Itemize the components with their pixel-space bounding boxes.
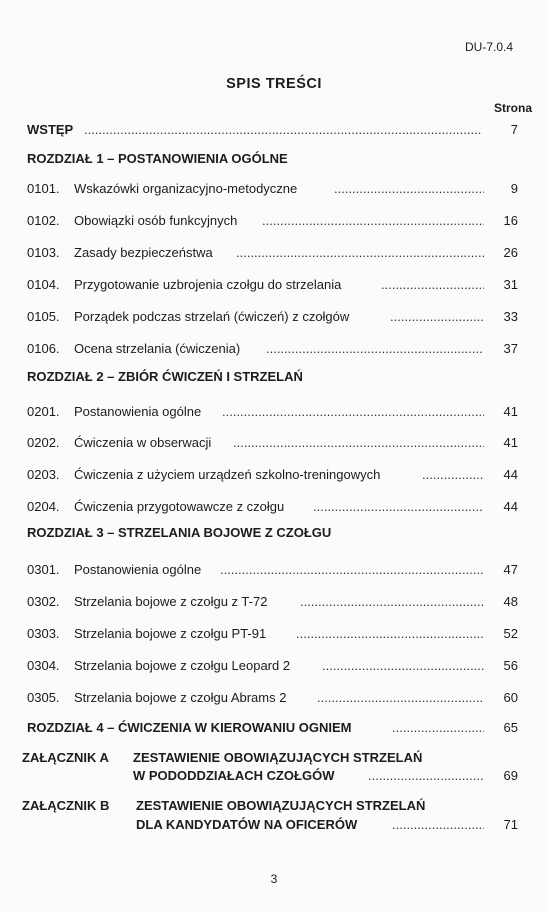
toc-entry-label: Przygotowanie uzbrojenia czołgu do strzelania [74, 277, 342, 292]
annex-title-line1: ZESTAWIENIE OBOWIĄZUJĄCYCH STRZELAŃ [133, 750, 423, 765]
leader-dots [422, 466, 484, 484]
leader-dots [334, 180, 484, 198]
toc-entry-chapter-4[interactable] [0, 719, 548, 737]
leader-dots [222, 403, 484, 421]
leader-dots [236, 244, 484, 262]
chapter-heading[interactable]: ROZDZIAŁ 3 – STRZELANIA BOJOWE Z CZOŁGU [27, 525, 332, 540]
toc-entry-label: Postanowienia ogólne [74, 562, 202, 577]
leader-dots [313, 498, 484, 516]
toc-entry-label: Ocena strzelania (ćwiczenia) [74, 341, 241, 356]
toc-entry-number: 0303. [27, 626, 60, 641]
annex-title-line1: ZESTAWIENIE OBOWIĄZUJĄCYCH STRZELAŃ [136, 798, 426, 813]
toc-entry-page: 44 [503, 499, 518, 514]
leader-dots [84, 121, 482, 139]
leader-dots [296, 625, 484, 643]
toc-entry-page: 69 [503, 768, 518, 783]
toc-entry-number: 0104. [27, 277, 60, 292]
toc-entry-label: Ćwiczenia z użyciem urządzeń szkolno-treningowych [74, 467, 381, 482]
toc-entry-number: 0203. [27, 467, 60, 482]
toc-entry[interactable] [0, 434, 548, 452]
toc-entry-number: 0301. [27, 562, 60, 577]
leader-dots [233, 434, 484, 452]
annex-label: ZAŁĄCZNIK A [22, 750, 109, 765]
leader-dots [392, 816, 484, 834]
toc-entry-page: 71 [503, 817, 518, 832]
toc-entry-page: 9 [510, 181, 518, 196]
toc-entry-page: 65 [503, 720, 518, 735]
toc-entry-label: Porządek podczas strzelań (ćwiczeń) z czołgów [74, 309, 350, 324]
chapter-heading[interactable]: ROZDZIAŁ 2 – ZBIÓR ĆWICZEŃ I STRZELAŃ [27, 369, 303, 384]
annex-title-line2: DLA KANDYDATÓW NA OFICERÓW [136, 817, 358, 832]
leader-dots [317, 689, 484, 707]
toc-entry-label: Ćwiczenia w obserwacji [74, 435, 212, 450]
leader-dots [381, 276, 484, 294]
toc-entry-label: Postanowienia ogólne [74, 404, 202, 419]
toc-entry-label: Strzelania bojowe z czołgu Leopard 2 [74, 658, 291, 673]
toc-entry-page: 31 [503, 277, 518, 292]
toc-entry[interactable] [0, 244, 548, 262]
toc-entry-page: 26 [503, 245, 518, 260]
leader-dots [368, 767, 484, 785]
toc-entry-page: 52 [503, 626, 518, 641]
chapter-heading[interactable]: ROZDZIAŁ 1 – POSTANOWIENIA OGÓLNE [27, 151, 288, 166]
toc-entry[interactable] [0, 340, 548, 358]
toc-entry-page: 7 [510, 122, 518, 137]
document-code: DU-7.0.4 [465, 40, 514, 54]
toc-entry-page: 33 [503, 309, 518, 324]
toc-entry-label: Strzelania bojowe z czołgu PT-91 [74, 626, 267, 641]
toc-entry-page: 60 [503, 690, 518, 705]
toc-entry[interactable] [0, 657, 548, 675]
toc-entry-label: Wskazówki organizacyjno-metodyczne [74, 181, 298, 196]
leader-dots [390, 308, 484, 326]
leader-dots [220, 561, 484, 579]
toc-entry-number: 0102. [27, 213, 60, 228]
page-column-label: Strona [493, 101, 532, 115]
chapter-heading: ROZDZIAŁ 4 – ĆWICZENIA W KIEROWANIU OGNIEM [27, 720, 352, 735]
toc-entry-page: 41 [503, 435, 518, 450]
toc-entry[interactable] [0, 593, 548, 611]
toc-entry-number: 0202. [27, 435, 60, 450]
toc-entry-label: WSTĘP [27, 122, 74, 137]
toc-entry[interactable] [0, 689, 548, 707]
toc-entry[interactable] [0, 403, 548, 421]
toc-entry[interactable] [0, 212, 548, 230]
page-title: SPIS TREŚCI [226, 76, 322, 92]
toc-entry-page: 16 [503, 213, 518, 228]
toc-entry-page: 47 [503, 562, 518, 577]
toc-entry-wstep[interactable] [0, 121, 548, 139]
toc-entry-number: 0302. [27, 594, 60, 609]
toc-entry-label: Strzelania bojowe z czołgu z T-72 [74, 594, 268, 609]
toc-entry-number: 0106. [27, 341, 60, 356]
toc-entry-label: Obowiązki osób funkcyjnych [74, 213, 238, 228]
page-number: 3 [270, 872, 278, 886]
toc-entry[interactable] [0, 466, 548, 484]
toc-entry-page: 37 [503, 341, 518, 356]
toc-entry-label: Strzelania bojowe z czołgu Abrams 2 [74, 690, 287, 705]
toc-entry-page: 44 [503, 467, 518, 482]
toc-entry[interactable] [0, 561, 548, 579]
toc-entry-number: 0101. [27, 181, 60, 196]
toc-entry-page: 41 [503, 404, 518, 419]
leader-dots [300, 593, 484, 611]
toc-entry[interactable] [0, 180, 548, 198]
toc-entry-number: 0304. [27, 658, 60, 673]
toc-entry-number: 0305. [27, 690, 60, 705]
leader-dots [262, 212, 484, 230]
toc-entry-number: 0201. [27, 404, 60, 419]
leader-dots [392, 719, 484, 737]
toc-entry-label: Zasady bezpieczeństwa [74, 245, 213, 260]
toc-entry-label: Ćwiczenia przygotowawcze z czołgu [74, 499, 285, 514]
toc-entry[interactable] [0, 498, 548, 516]
leader-dots [266, 340, 484, 358]
annex-title-line2: W PODODDZIAŁACH CZOŁGÓW [133, 768, 335, 783]
annex-label: ZAŁĄCZNIK B [22, 798, 110, 813]
toc-entry-number: 0103. [27, 245, 60, 260]
toc-entry-number: 0204. [27, 499, 60, 514]
toc-entry-page: 48 [503, 594, 518, 609]
toc-entry-page: 56 [503, 658, 518, 673]
leader-dots [322, 657, 484, 675]
toc-entry[interactable] [0, 625, 548, 643]
toc-entry[interactable] [0, 308, 548, 326]
toc-entry-number: 0105. [27, 309, 60, 324]
toc-entry[interactable] [0, 276, 548, 294]
